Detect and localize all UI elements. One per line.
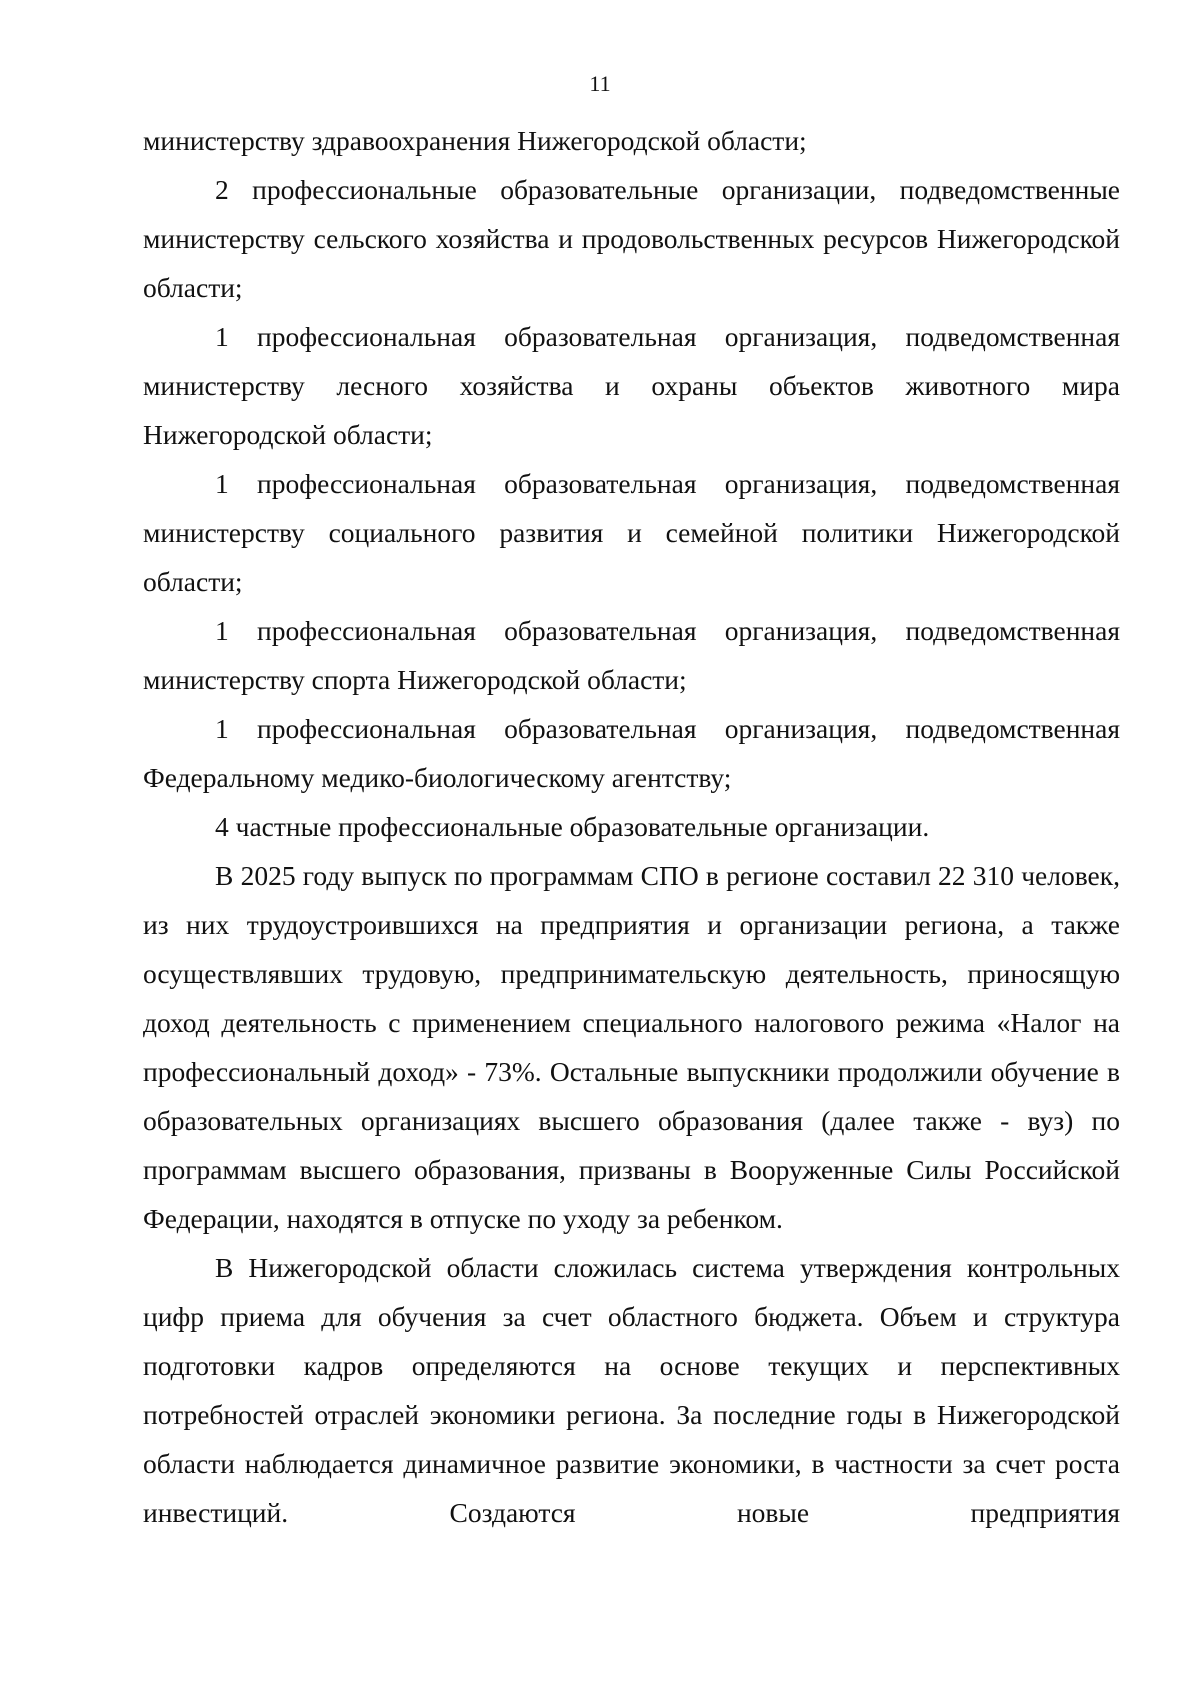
- document-body: [143, 116, 1120, 1537]
- paragraph-social-development-org: 1 профессиональная образовательная организация, подведомственная министерству социального развития и семейной политики Нижегородской области;: [143, 468, 1120, 597]
- paragraph-private-orgs: 4 частные профессиональные образовательные организации.: [215, 811, 930, 842]
- paragraph-forestry-org: 1 профессиональная образовательная организация, подведомственная министерству лесного хозяйства и охраны объектов животного мира Нижегородской области;: [143, 321, 1120, 450]
- paragraph-fmba-org: 1 профессиональная образовательная организация, подведомственная Федеральному медико-биологическому агентству;: [143, 713, 1120, 793]
- paragraph-admission-figures: В Нижегородской области сложилась система утверждения контрольных цифр приема для обучения за счет областного бюджета. Объем и структура подготовки кадров определяются на основе текущих и перспективных потребностей отраслей экономики региона. За последние годы в Нижегородской области наблюдается динамичное развитие экономики, в частности за счет роста инвестиций. Создаются новые предприятия: [143, 1252, 1120, 1528]
- paragraph-sport-org: 1 профессиональная образовательная организация, подведомственная министерству спорта Нижегородской области;: [143, 615, 1120, 695]
- paragraph-agriculture-orgs: 2 профессиональные образовательные организации, подведомственные министерству сельского хозяйства и продовольственных ресурсов Нижегородской области;: [143, 174, 1120, 303]
- page-number: 11: [589, 71, 611, 96]
- paragraph-graduates-2025: В 2025 году выпуск по программам СПО в регионе составил 22 310 человек, из них трудоустроившихся на предприятия и организации региона, а также осуществлявших трудовую, предпринимательскую деятельность, приносящую доход деятельность с применением специального налогового режима «Налог на профессиональный доход» - 73%. Остальные выпускники продолжили обучение в образовательных организациях высшего образования (далее также - вуз) по программам высшего образования, призваны в Вооруженные Силы Российской Федерации, находятся в отпуске по уходу за ребенком.: [143, 860, 1120, 1234]
- paragraph-continuation: министерству здравоохранения Нижегородской области;: [143, 125, 807, 156]
